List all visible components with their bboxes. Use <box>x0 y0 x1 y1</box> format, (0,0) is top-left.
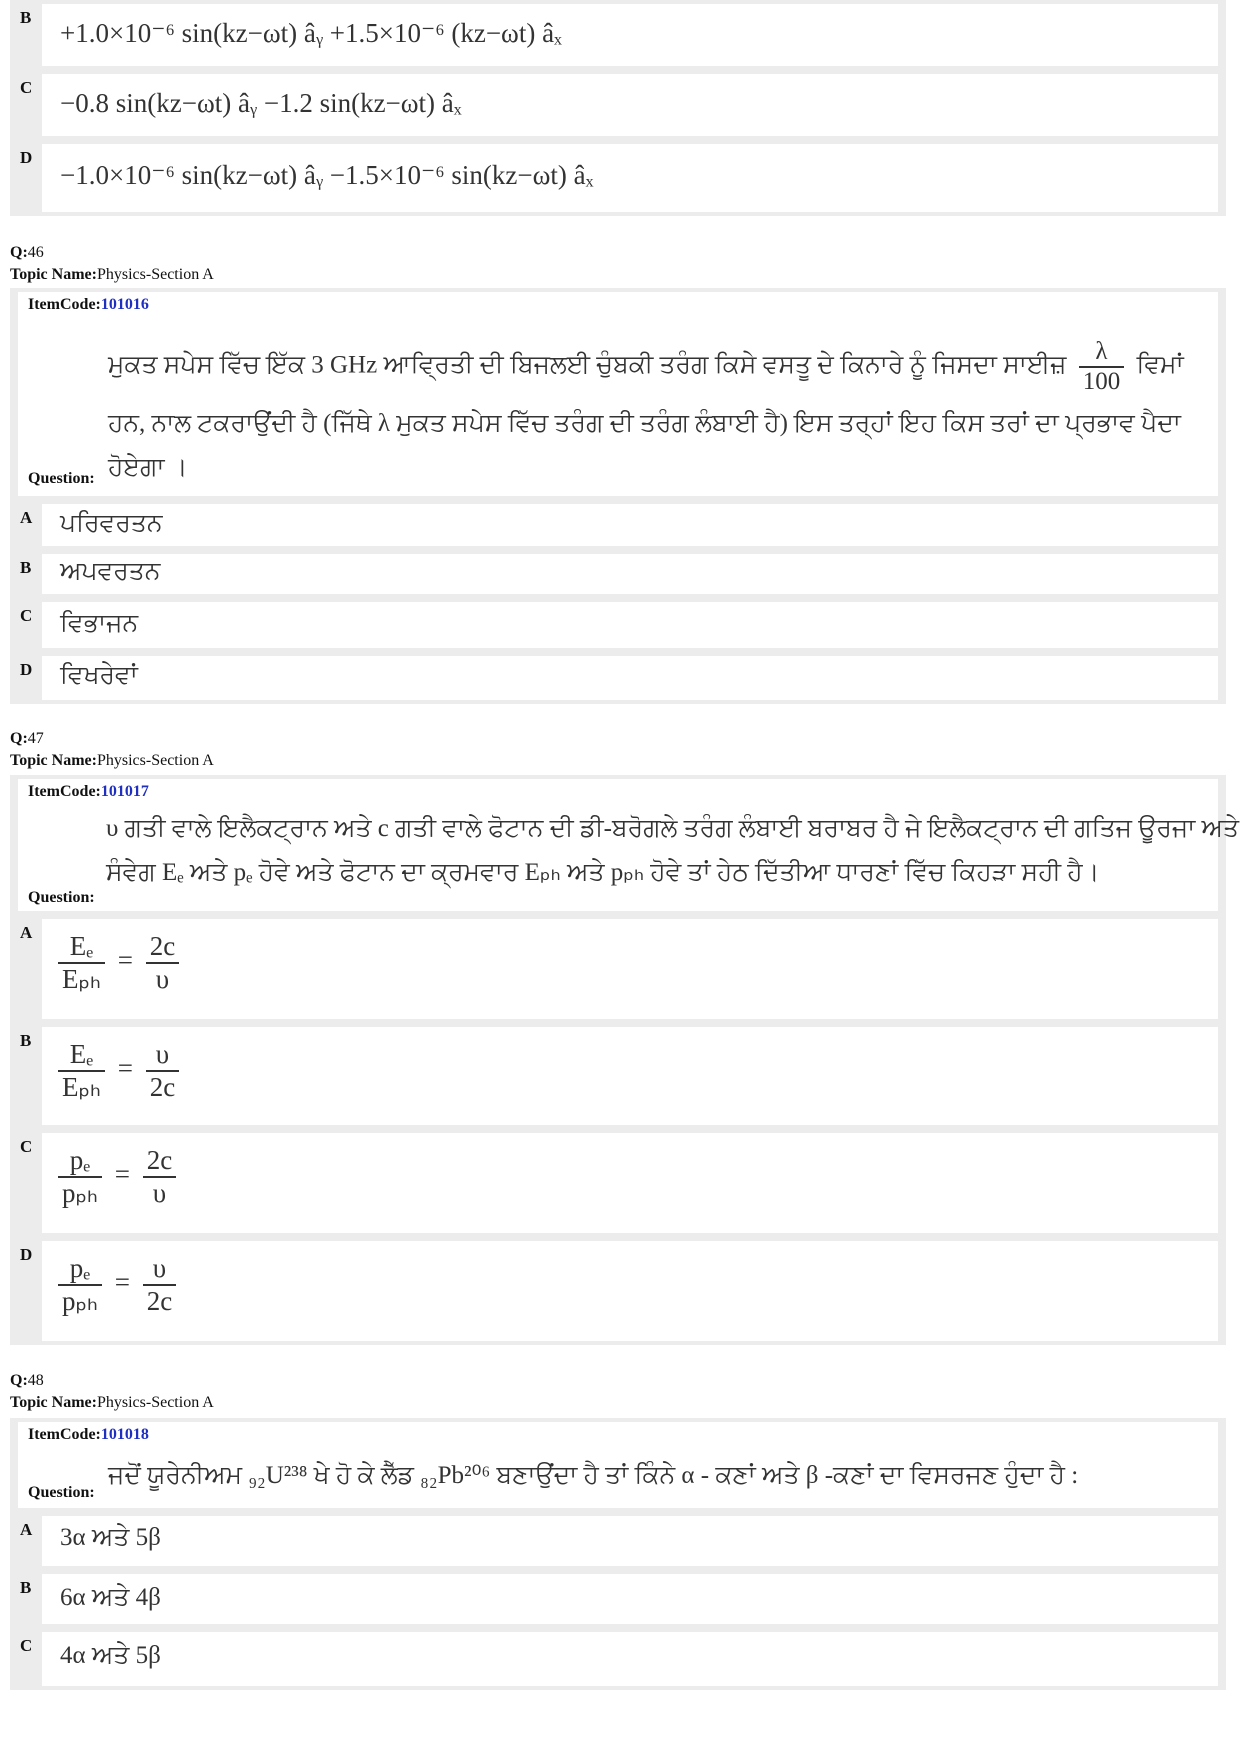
option-text: 3α ਅਤੇ 5β <box>60 1524 161 1551</box>
question-number: Q:48 <box>10 1372 44 1389</box>
option-row-d[interactable]: D ਵਿਖਰੇਵਾਂ <box>10 652 1226 704</box>
option-letter: C <box>20 78 33 97</box>
option-text: 4α ਅਤੇ 5β <box>60 1642 161 1669</box>
question-text-line2: ਹਨ, ਨਾਲ ਟਕਰਾਉਂਦੀ ਹੈ (ਜਿੱਥੇ λ ਮੁਕਤ ਸਪੇਸ ਵਿੱਚ ਤਰੰਗ ਦੀ ਤਰੰਗ ਲੰਬਾਈ ਹੈ) ਇਸ ਤਰ੍ਹਾਂ ਇਹ ਕਿਸ ਤਰਾਂ ਦਾ ਪ੍ਰਭਾਵ ਪੈਦਾ <box>108 410 1181 437</box>
question-box <box>10 1418 1226 1512</box>
option-text: ਵਿਭਾਜਨ <box>60 610 139 637</box>
question-box <box>10 775 1240 915</box>
option-row-d[interactable] <box>10 140 1226 216</box>
option-row-b[interactable]: B ਅਪਵਰਤਨ <box>10 550 1226 598</box>
question-text-line3: ਹੋਏਗਾ । <box>108 454 188 481</box>
fraction: $\frac{\lambda}{100}$ <box>1079 338 1125 396</box>
question-text-line2: ਸੰਵੇਗ Eₑ ਅਤੇ pₑ ਹੋਵੇ ਅਤੇ ਫੋਟਾਨ ਦਾ ਕ੍ਰਮਵਾਰ Eₚₕ ਅਤੇ pₚₕ ਹੋਵੇ ਤਾਂ ਹੇਠ ਦਿੱਤੀਆ ਧਾਰਣਾਂ ਵਿੱਚ ਕਿਹੜਾ ਸਹੀ ਹੈ। <box>106 859 1100 886</box>
option-letter: B <box>20 8 32 27</box>
option-letter: D <box>20 148 33 167</box>
item-code: ItemCode:101016 <box>28 296 149 313</box>
topic-name: Topic Name:Physics-Section A <box>10 752 214 769</box>
question-number: Q:47 <box>10 730 44 747</box>
option-row-c[interactable]: C 4α ਅਤੇ 5β <box>10 1628 1226 1690</box>
prev-options-table <box>10 0 1226 216</box>
question-text: υ ਗਤੀ ਵਾਲੇ ਇਲੈਕਟ੍ਰਾਨ ਅਤੇ c ਗਤੀ ਵਾਲੇ ਫੋਟਾਨ ਦੀ ਡੀ-ਬਰੋਗਲੇ ਤਰੰਗ ਲੰਬਾਈ ਬਰਾਬਰ ਹੈ ਜੇ ਇਲੈਕਟ੍ਰਾਨ ਦੀ ਗਤਿਜ ਊਰਜਾ ਅਤੇ <box>106 815 1240 842</box>
option-row-a[interactable]: A ਪਰਿਵਰਤਨ <box>10 500 1226 550</box>
option-text: +1.0×10⁻⁶ sin(kz−ωt) âᵧ +1.5×10⁻⁶ (kz−ωt) âₓ <box>60 18 562 48</box>
question-label: Question: <box>28 470 95 487</box>
question-label: Question: <box>28 889 95 906</box>
option-text: ਅਪਵਰਤਨ <box>60 558 161 585</box>
option-row-c[interactable]: C ਵਿਭਾਜਨ <box>10 598 1226 652</box>
option-text: −1.0×10⁻⁶ sin(kz−ωt) âᵧ −1.5×10⁻⁶ sin(kz−ωt) âₓ <box>60 160 594 190</box>
option-row-c[interactable]: C $\frac{\text{pₑ}}{\text{pₚₕ}}$ = $\frac{2c}{\upsilon}$ <box>10 1129 1226 1237</box>
question-text: ਮੁਕਤ ਸਪੇਸ ਵਿੱਚ ਇੱਕ 3 GHz ਆਵ੍ਰਿਤੀ ਦੀ ਬਿਜਲਈ ਚੁੰਬਕੀ ਤਰੰਗ ਕਿਸੇ ਵਸਤੂ ਦੇ ਕਿਨਾਰੇ ਨੂੰ ਜਿਸਦਾ ਸਾਈਜ਼ $\frac{\lambda}{100}$ ਵਿਮਾਂ <box>108 338 1184 395</box>
options-table <box>10 1512 1226 1690</box>
option-formula: $\frac{\text{pₑ}}{\text{pₚₕ}}$ = $\frac{2c}{\upsilon}$ <box>52 1145 182 1209</box>
options-table <box>10 915 1226 1345</box>
options-table <box>10 500 1226 704</box>
option-row-b[interactable]: B $\frac{\text{Eₑ}}{\text{Eₚₕ}}$ = $\frac{\upsilon}{2c}$ <box>10 1023 1226 1129</box>
option-formula: $\frac{\text{Eₑ}}{\text{Eₚₕ}}$ = $\frac{\upsilon}{2c}$ <box>52 1039 185 1103</box>
option-text: −0.8 sin(kz−ωt) âᵧ −1.2 sin(kz−ωt) âₓ <box>60 88 462 118</box>
option-row-a[interactable]: A 3α ਅਤੇ 5β <box>10 1512 1226 1570</box>
option-row-b[interactable] <box>10 0 1226 70</box>
option-row-b[interactable]: B 6α ਅਤੇ 4β <box>10 1570 1226 1628</box>
item-code: ItemCode:101017 <box>28 783 149 800</box>
option-formula: $\frac{\text{Eₑ}}{\text{Eₚₕ}}$ = $\frac{2c}{\upsilon}$ <box>52 931 185 995</box>
question-label: Question: <box>28 1484 95 1501</box>
option-row-d[interactable]: D $\frac{\text{pₑ}}{\text{pₚₕ}}$ = $\frac{\upsilon}{2c}$ <box>10 1237 1226 1345</box>
item-code: ItemCode:101018 <box>28 1426 149 1443</box>
topic-name: Topic Name:Physics-Section A <box>10 1394 214 1411</box>
question-box <box>10 288 1226 500</box>
question-number: Q:46 <box>10 244 44 261</box>
option-text: ਵਿਖਰੇਵਾਂ <box>60 662 138 689</box>
option-text: ਪਰਿਵਰਤਨ <box>60 510 163 537</box>
topic-name: Topic Name:Physics-Section A <box>10 266 214 283</box>
option-formula: $\frac{\text{pₑ}}{\text{pₚₕ}}$ = $\frac{\upsilon}{2c}$ <box>52 1253 182 1317</box>
option-row-a[interactable]: A $\frac{\text{Eₑ}}{\text{Eₚₕ}}$ = $\frac{2c}{\upsilon}$ <box>10 915 1226 1023</box>
question-text: ਜਦੋਂ ਯੂਰੇਨੀਅਮ ₉₂U²³⁸ ਖੇ ਹੋ ਕੇ ਲੈੱਡ ₈₂Pb²⁰⁶ ਬਣਾਉਂਦਾ ਹੈ ਤਾਂ ਕਿੰਨੇ α - ਕਣਾਂ ਅਤੇ β -ਕਣਾਂ ਦਾ ਵਿਸਰਜਣ ਹੁੰਦਾ ਹੈ : <box>108 1462 1079 1489</box>
option-row-c[interactable] <box>10 70 1226 140</box>
option-text: 6α ਅਤੇ 4β <box>60 1584 161 1611</box>
